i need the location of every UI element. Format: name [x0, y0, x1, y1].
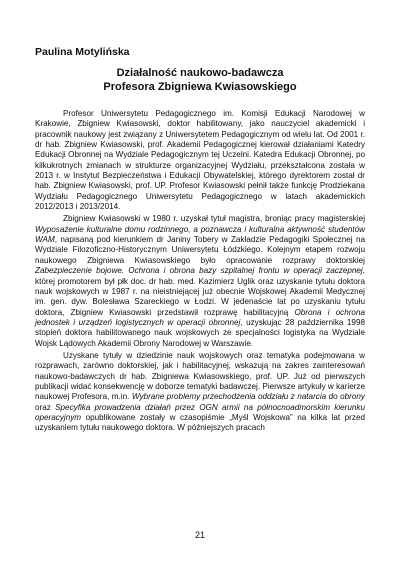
paragraph-text: , której promotorem był płk doc. dr hab. med. Kazimierz Uglik oraz uzyskanie tytułu doktora nauk wojskowych w 1987 r. na nieistniejącej już obecnie Wojskowej Akademii Medycznej im. gen. dyw. Bolesława Szareckiego w Łodzi. W jedenaście lat po uzyskaniu tytułu doktora, Zbigniew Kwiasowski przedstawił rozprawę habilitacyjną: [35, 266, 365, 317]
article-body: [35, 109, 365, 436]
italic-title-text: Zabezpieczenie bojowe. Ochrona i obrona bazy szpitalnej frontu w operacji zaczepnej: [35, 266, 363, 276]
title-line-1: Działalność naukowo-badawcza: [116, 67, 284, 79]
paragraph-text: opublikowane zostały w czasopiśmie „Myśl Wojskowa” na kilka lat przed uzyskaniem tytułu naukowego doktora. W późniejszych pracach: [35, 412, 365, 433]
article-title: [35, 66, 365, 94]
paragraph-text: , uzyskując 28 października 1998 stopień doktora habilitowanego nauk wojskowych ze specjalności logistyka na Wydziale Wojsk Lądowych Akademii Obrony Narodowej w Warszawie.: [35, 317, 365, 348]
paragraph-text: , napisaną pod kierunkiem dr Janiny Tobery w Zakładzie Pedagogiki Społecznej na Wydziale Filozoficzno-Historycznym Uniwersytetu Łódzkiego. Kolejnym etapem rozwoju naukowego Zbigniewa Kwiasowskiego było opracowanie rozprawy doktorskiej: [35, 235, 365, 265]
italic-title-text: Specyfika prowadzenia działań przez OGN armii na północnoadmorskim kierunku operacyjnym: [35, 402, 365, 422]
body-paragraph: [35, 351, 365, 434]
italic-title-text: Wybrane problemy przechodzenia oddziału z natarcia do obrony: [131, 392, 365, 402]
page-number: 21: [194, 530, 205, 540]
body-paragraph: [35, 214, 365, 348]
body-paragraph: [35, 109, 365, 212]
paragraph-text: Profesor Uniwersytetu Pedagogicznego im. Komisji Edukacji Narodowej w Krakowie, Zbigniew Kwiasowski, doktor habilitowany, jako nauczyciel akademicki i pracownik naukowy jest związany z Uniwersytetem Pedagogicznym od wielu lat. Od 2001 r. dr hab. Zbigniew Kwiasowski, prof. Akademii Pedagogicznej kierował działaniami Katedry Edukacji Obronnej na Wydziale Pedagogicznym tej Uczelni. Katedra Edukacji Obronnej, po kilkukrotnych zmianach w strukturze organizacyjnej Wydziału, przekształcona została w 2013 r. w Instytut Bezpieczeństwa i Edukacji Obywatelskiej, którego dyrektorem został dr hab. Zbigniew Kwiasowski, prof. UP. Profesor Kwiasowski pełnił także funkcję Prodziekana Wydziału Pedagogicznego Uniwersytetu Pedagogicznego w latach akademickich 2012/2013 i 2013/2014.: [35, 109, 365, 212]
author-name: Paulina Motylińska: [35, 46, 130, 58]
title-line-2: Profesora Zbigniewa Kwiasowskiego: [103, 81, 297, 93]
paragraph-text: Zbigniew Kwiasowski w 1980 r. uzyskał tytuł magistra, broniąc pracy magisterskiej: [63, 214, 365, 224]
italic-title-text: Wyposażenie kulturalne domu rodzinnego, a poznawcza i kulturalna aktywność studentów WAM: [35, 224, 365, 245]
italic-title-text: Obrona i ochrona jednostek i urządzeń logistycznych w operacji obronnej: [35, 307, 365, 327]
paragraph-text: Uzyskane tytuły w dziedzinie nauk wojskowych oraz tematyka podejmowana w rozprawach, zarówno doktorskiej, jak i habilitacyjnej, wskazują na zakres zainteresowań naukowo-badawczych dr hab. Zbigniewa Kwiasowskiego, prof. UP. Już od pierwszych publikacji widać konsekwencję w doborze tematyki badawczej. Pierwsze artykuły w karierze naukowej Profesora, m.in.: [35, 350, 365, 402]
paragraph-text: oraz: [35, 402, 56, 412]
